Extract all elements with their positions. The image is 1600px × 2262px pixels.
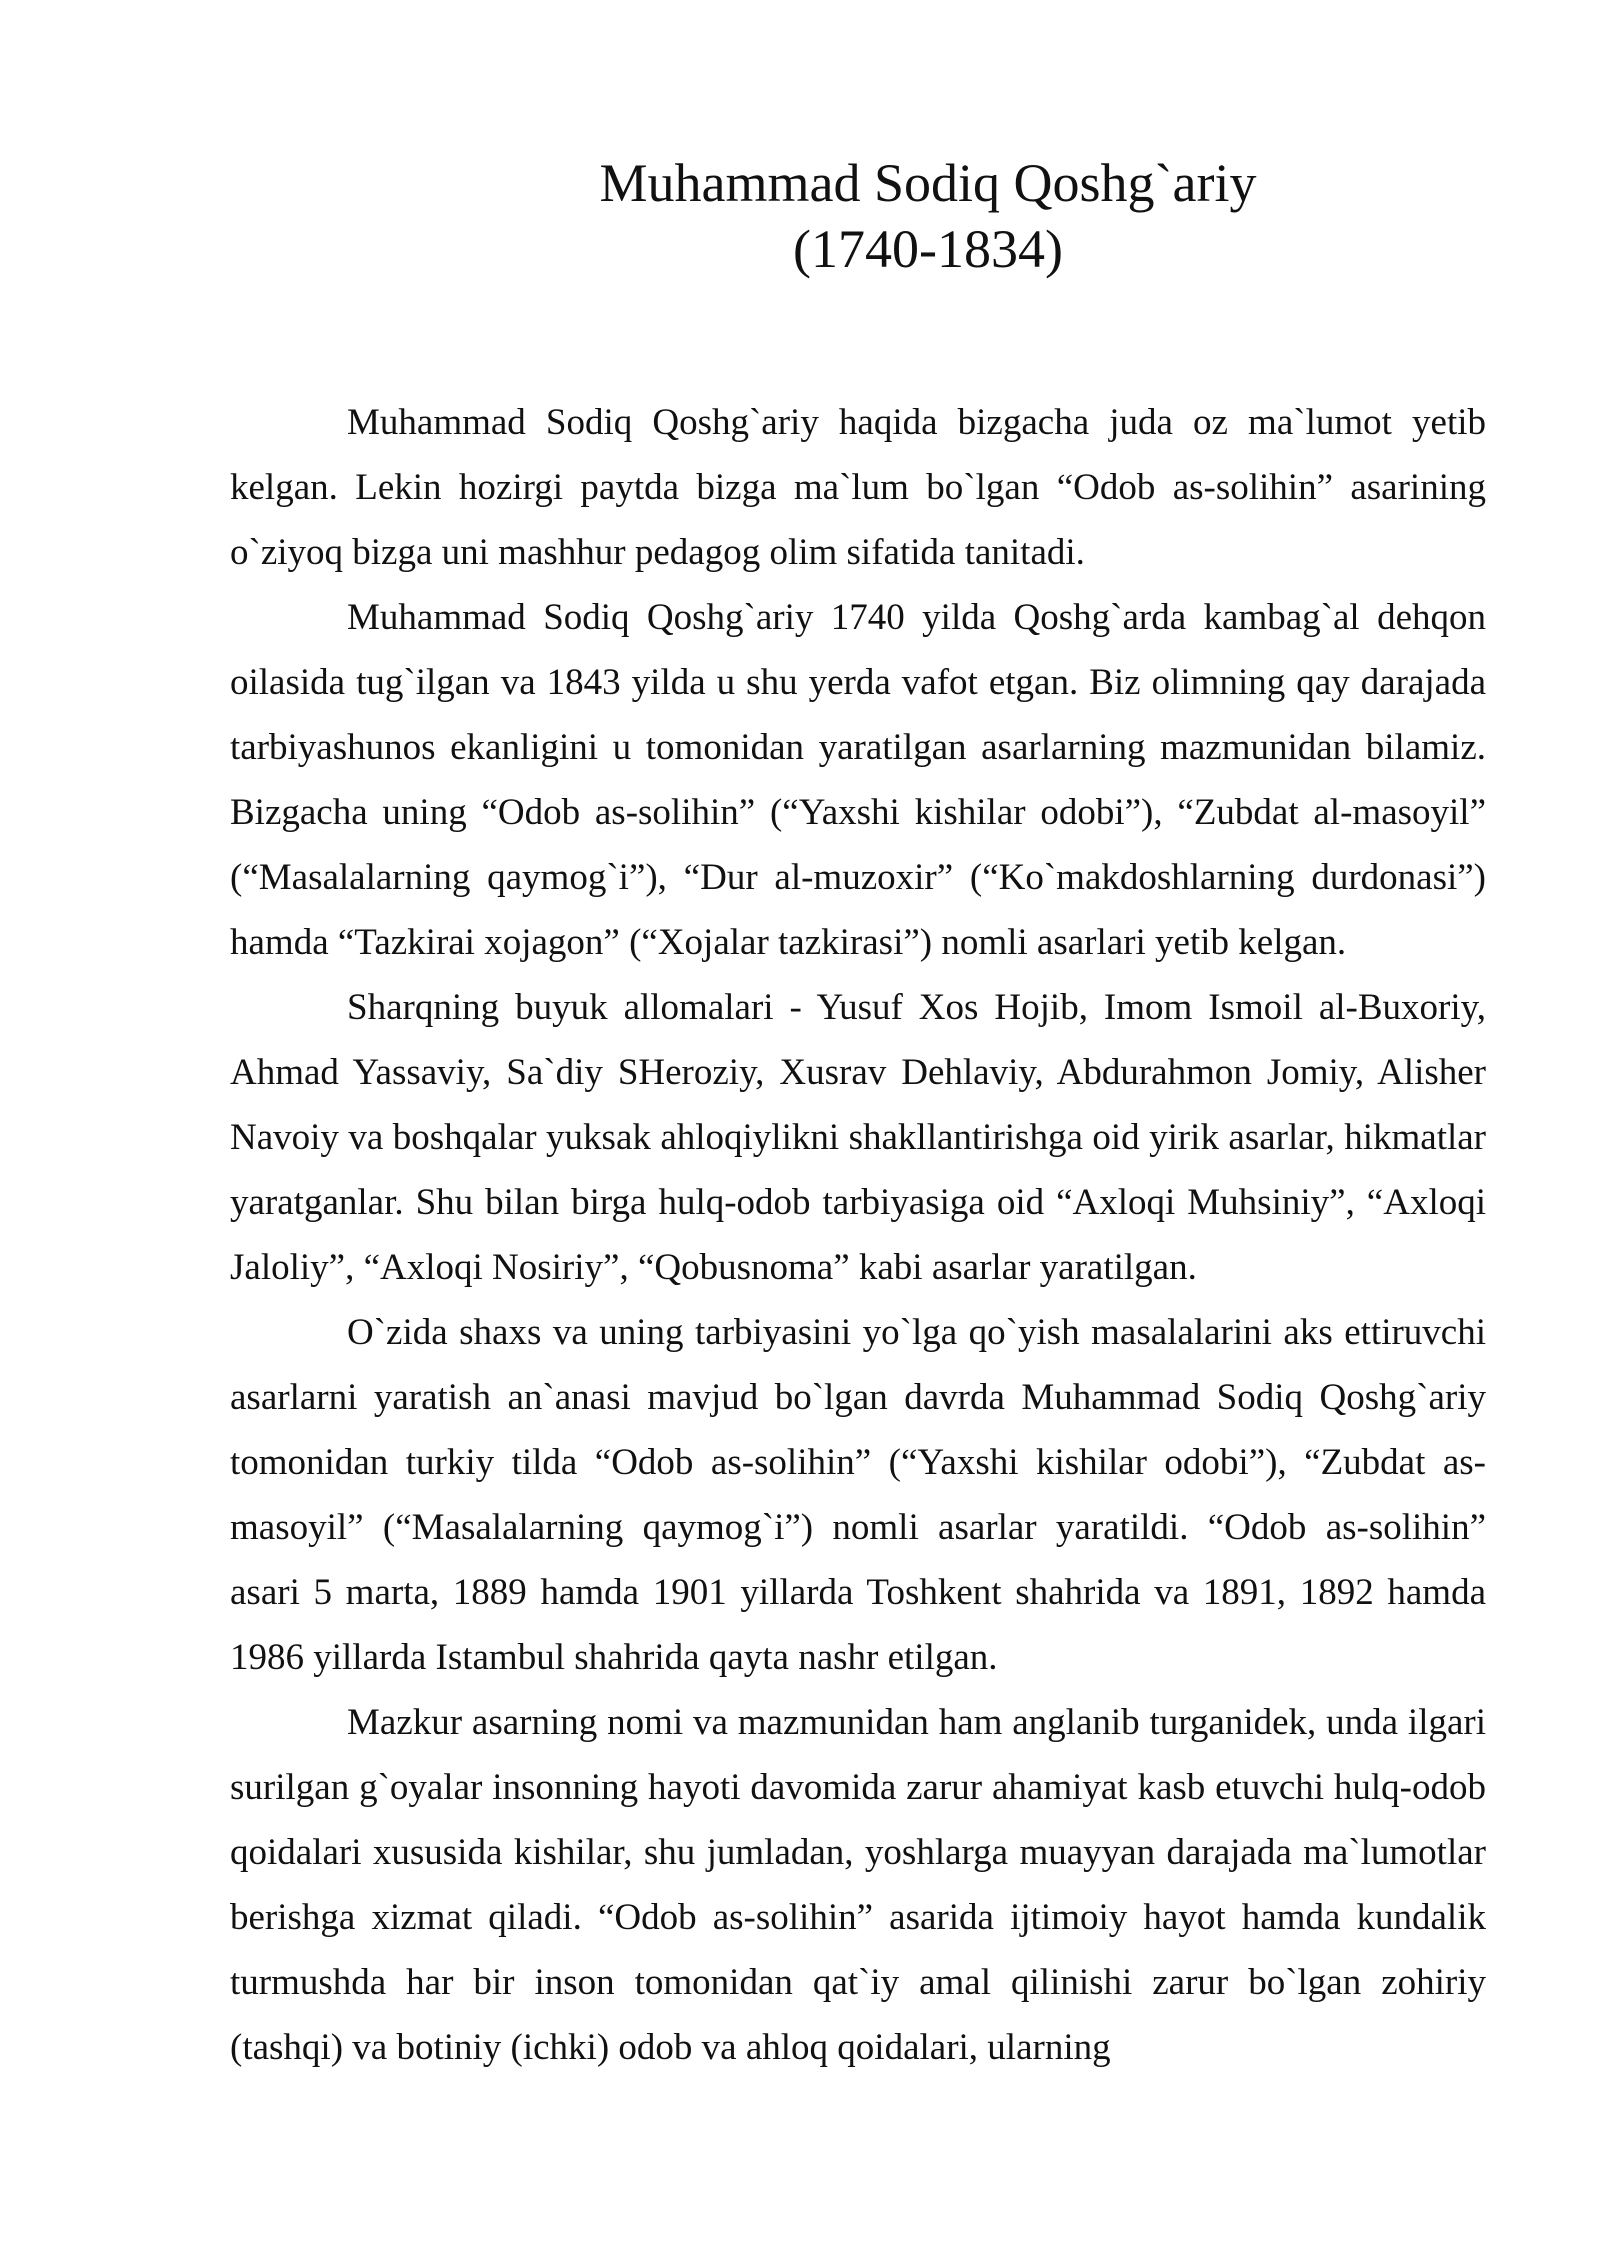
paragraph-2: Muhammad Sodiq Qoshg`ariy 1740 yilda Qoshg`arda kambag`al dehqon oilasida tug`ilgan va 1843 yilda u shu yerda vafot etgan. Biz olimning qay darajada tarbiyashunos ekanligini u tomonidan yaratilgan asarlarning mazmunidan bilamiz. Bizgacha uning “Odob as-solihin” (“Yaxshi kishilar odobi”), “Zubdat al-masoyil” (“Masalalarning qaymog`i”), “Dur al-muzoxir” (“Ko`makdoshlarning durdonasi”) hamda “Tazkirai xojagon” (“Xojalar tazkirasi”) nomli asarlari yetib kelgan.: [230, 597, 1486, 963]
document-title: [230, 150, 1486, 282]
document-page: [230, 150, 1486, 2080]
paragraph-5: Mazkur asarning nomi va mazmunidan ham anglanib turganidek, unda ilgari surilgan g`oyalar insonning hayoti davomida zarur ahamiyat kasb etuvchi hulq-odob qoidalari xususida kishilar, shu jumladan, yoshlarga muayyan darajada ma`lumotlar berishga xizmat qiladi. “Odob as-solihin” asarida ijtimoiy hayot hamda kundalik turmushda har bir inson tomonidan qat`iy amal qilinishi zarur bo`lgan zohiriy (tashqi) va botiniy (ichki) odob va ahloq qoidalari, ularning: [230, 1702, 1486, 2068]
title-years: (1740-1834): [793, 219, 1063, 279]
paragraph-4: O`zida shaxs va uning tarbiyasini yo`lga qo`yish masalalarini aks ettiruvchi asarlarni yaratish an`anasi mavjud bo`lgan davrda Muhammad Sodiq Qoshg`ariy tomonidan turkiy tilda “Odob as-solihin” (“Yaxshi kishilar odobi”), “Zubdat as-masoyil” (“Masalalarning qaymog`i”) nomli asarlar yaratildi. “Odob as-solihin” asari 5 marta, 1889 hamda 1901 yillarda Toshkent shahrida va 1891, 1892 hamda 1986 yillarda Istambul shahrida qayta nashr etilgan.: [230, 1312, 1486, 1678]
title-name: Muhammad Sodiq Qoshg`ariy: [599, 153, 1257, 213]
paragraph-3: Sharqning buyuk allomalari - Yusuf Xos Hojib, Imom Ismoil al-Buxoriy, Ahmad Yassaviy, Sa`diy SHeroziy, Xusrav Dehlaviy, Abdurahmon Jomiy, Alisher Navoiy va boshqalar yuksak ahloqiylikni shakllantirishga oid yirik asarlar, hikmatlar yaratganlar. Shu bilan birga hulq-odob tarbiyasiga oid “Axloqi Muhsiniy”, “Axloqi Jaloliy”, “Axloqi Nosiriy”, “Qobusnoma” kabi asarlar yaratilgan.: [230, 987, 1486, 1288]
paragraph-1: Muhammad Sodiq Qoshg`ariy haqida bizgacha juda oz ma`lumot yetib kelgan. Lekin hozirgi paytda bizga ma`lum bo`lgan “Odob as-solihin” asarining o`ziyoq bizga uni mashhur pedagog olim sifatida tanitadi.: [230, 402, 1486, 573]
